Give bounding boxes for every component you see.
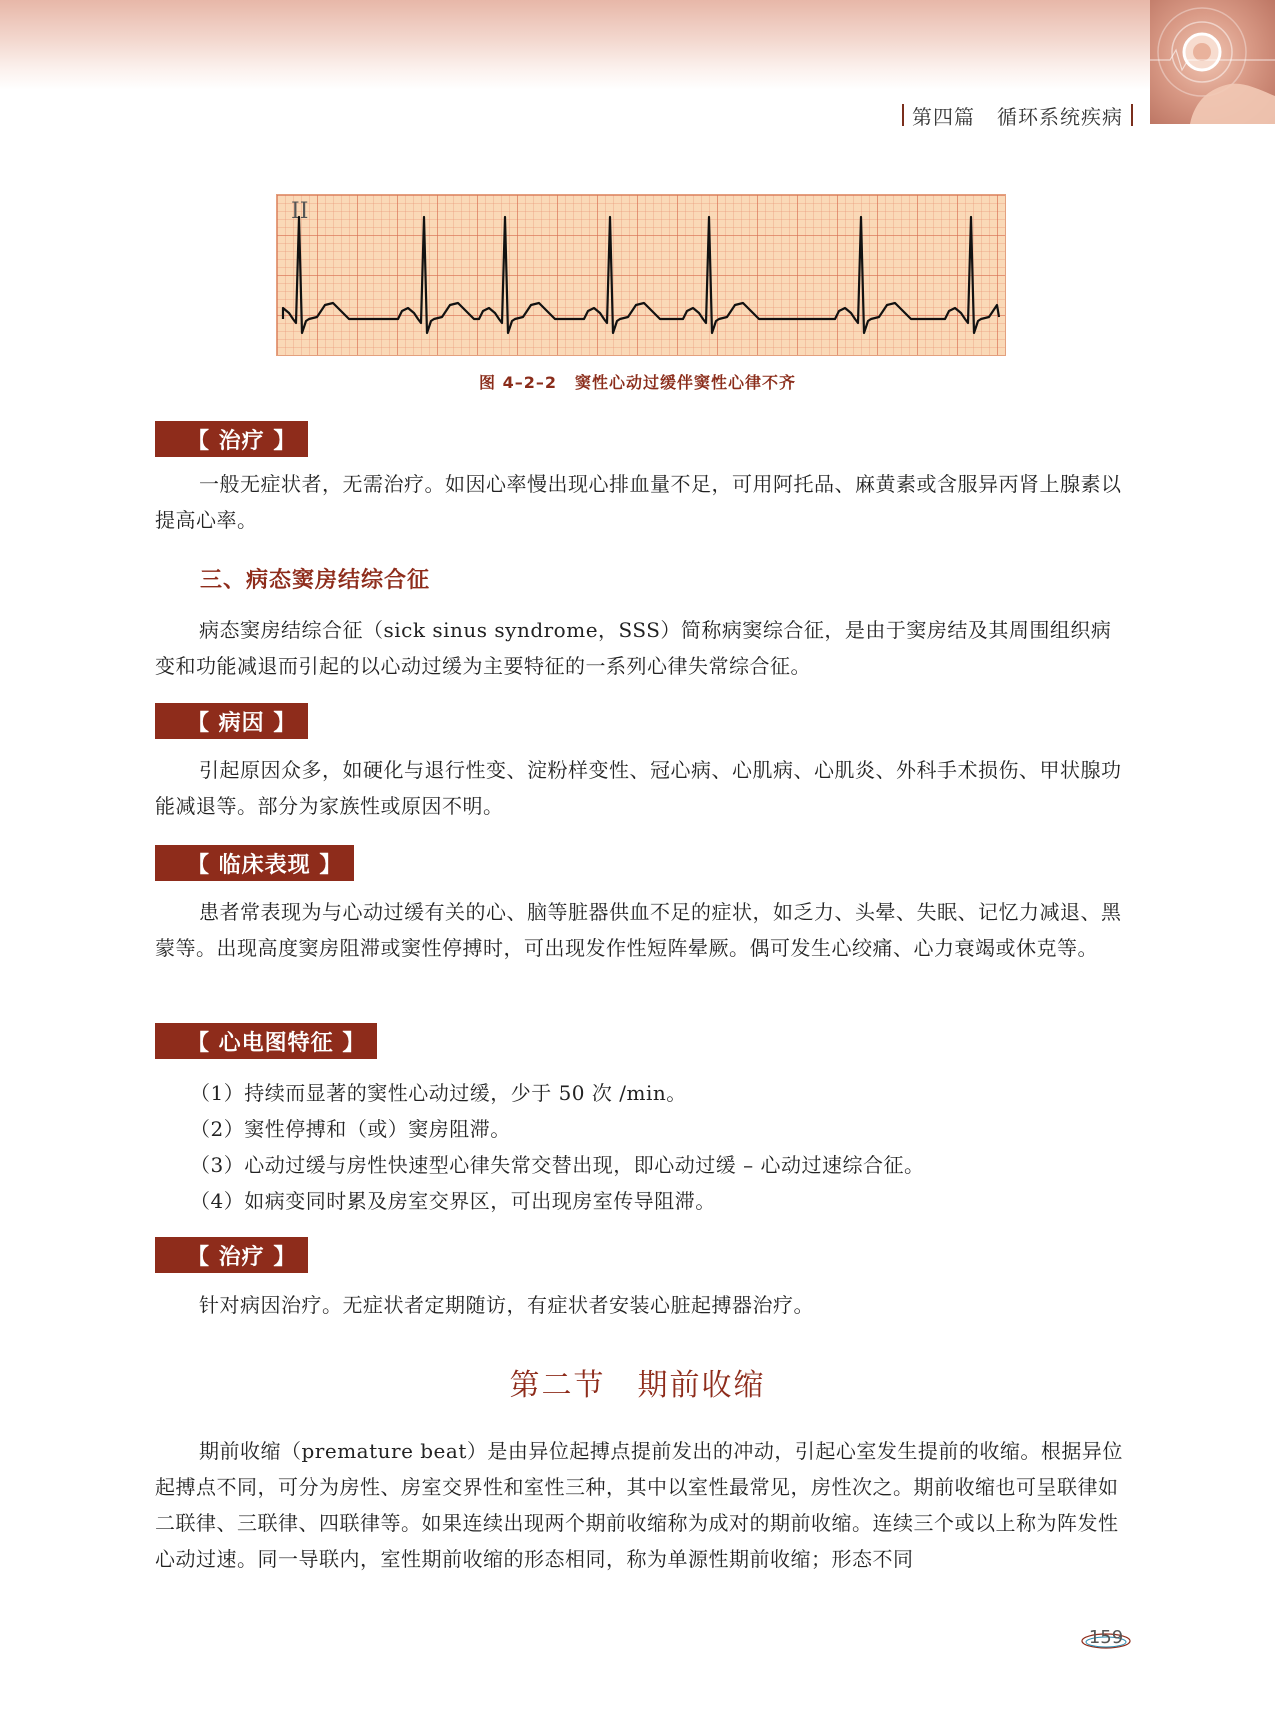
sss-intro-paragraph: 病态窦房结综合征（sick sinus syndrome，SSS）简称病窦综合征，是由于窦房结及其周围组织病变和功能减退而引起的以心动过缓为主要特征的一系列心律失常综合征。: [155, 618, 1112, 678]
page-number: 159: [1080, 1623, 1132, 1653]
section-title: [0, 1360, 1275, 1404]
clinical-paragraph: 患者常表现为与心动过缓有关的心、脑等脏器供血不足的症状，如乏力、头晕、失眠、记忆力减退、黑蒙等。出现高度窦房阻滞或窦性停搏时，可出现发作性短阵晕厥。偶可发生心绞痛、心力衰竭或休克等。: [155, 900, 1122, 960]
list-item: （2）窦性停搏和（或）窦房阻滞。: [190, 1117, 511, 1141]
treatment-paragraph: 一般无症状者，无需治疗。如因心率慢出现心排血量不足，可用阿托品、麻黄素或含服异丙肾上腺素以提高心率。: [155, 472, 1122, 532]
section-number: 第二节: [509, 1368, 606, 1403]
section-paragraph: 期前收缩（premature beat）是由异位起搏点提前发出的冲动，引起心室发生提前的收缩。根据异位起搏点不同，可分为房性、房室交界性和室性三种，其中以室性最常见，房性次之。期前收缩也可呈联律如二联律、三联律、四联律等。如果连续出现两个期前收缩称为成对的期前收缩。连续三个或以上称为阵发性心动过速。同一导联内，室性期前收缩的形态相同，称为单源性期前收缩；形态不同: [155, 1439, 1123, 1571]
tag-etiology: 【 病因 】: [155, 703, 308, 739]
tag-clinical: 【 临床表现 】: [155, 845, 354, 881]
ecg-lead-label: II: [291, 199, 309, 224]
running-header: [902, 100, 1133, 130]
divider: [902, 104, 904, 126]
treatment-paragraph: 针对病因治疗。无症状者定期随访，有症状者安装心脏起搏器治疗。: [199, 1293, 814, 1317]
stethoscope-icon: [1150, 0, 1275, 124]
header-band: [0, 0, 1275, 90]
caption-text: 窦性心动过缓伴窦性心律不齐: [574, 373, 796, 392]
tag-treatment: 【 治疗 】: [155, 1237, 308, 1273]
section-name: 期前收缩: [637, 1368, 766, 1403]
figure-caption: [0, 370, 1275, 393]
list-item: （3）心动过缓与房性快速型心律失常交替出现，即心动过缓 – 心动过速综合征。: [190, 1153, 925, 1177]
caption-number: 图 4–2–2: [479, 373, 557, 392]
part-label: 第四篇: [912, 104, 975, 129]
ecg-trace: [277, 195, 1005, 355]
ecg-figure: [276, 194, 1006, 356]
ecg-feature-list: [190, 1075, 1130, 1219]
tag-treatment: 【 治疗 】: [155, 421, 308, 457]
divider: [1131, 104, 1133, 126]
tag-ecg-features: 【 心电图特征 】: [155, 1023, 377, 1059]
list-item: （1）持续而显著的窦性心动过缓，少于 50 次 /min。: [190, 1081, 687, 1105]
etiology-paragraph: 引起原因众多，如硬化与退行性变、淀粉样变性、冠心病、心肌病、心肌炎、外科手术损伤、甲状腺功能减退等。部分为家族性或原因不明。: [155, 758, 1122, 818]
sss-heading: 三、病态窦房结综合征: [200, 568, 431, 593]
part-title: 循环系统疾病: [997, 104, 1123, 129]
list-item: （4）如病变同时累及房室交界区，可出现房室传导阻滞。: [190, 1189, 716, 1213]
